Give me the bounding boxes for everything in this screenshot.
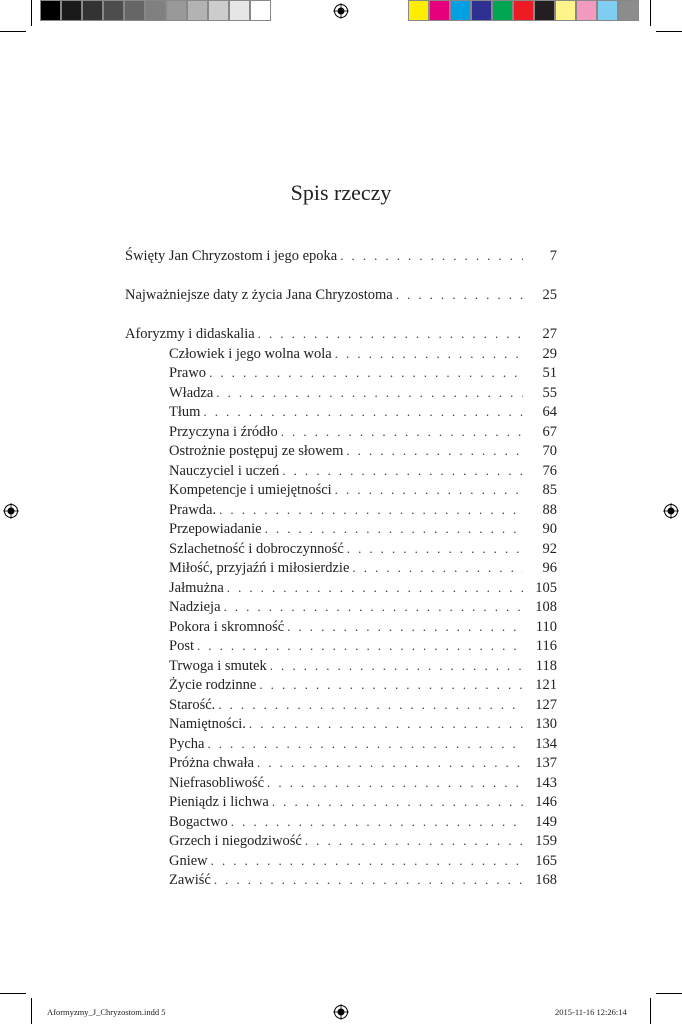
toc-entry-page-number: 105	[535, 579, 557, 596]
toc-entry-title: Szlachetność i dobroczynność	[169, 540, 344, 557]
dot-leader	[287, 617, 523, 637]
toc-entry-title: Przepowiadanie	[169, 521, 262, 537]
dot-leader	[396, 285, 523, 305]
toc-entry	[125, 480, 557, 500]
dot-leader	[216, 383, 523, 403]
toc-entry-page-number: 29	[542, 345, 557, 362]
dot-leader	[211, 851, 523, 871]
toc-entry-page-number: 90	[542, 521, 557, 537]
toc-entry	[125, 578, 557, 598]
toc-entry-title: Grzech i niegodziwość	[169, 833, 302, 849]
toc-entry-page-number: 149	[535, 813, 557, 830]
dot-leader	[346, 441, 523, 461]
toc-entry-page-number: 159	[535, 833, 557, 849]
toc-entry	[125, 363, 557, 383]
dot-leader	[227, 578, 523, 598]
color-swatch	[145, 0, 166, 21]
toc-entry	[125, 617, 557, 637]
toc-entry-page-number: 130	[535, 716, 557, 732]
crop-mark	[650, 998, 651, 1024]
toc-entry	[125, 597, 557, 617]
toc-entry-title: Post	[169, 638, 194, 654]
dot-leader	[340, 246, 523, 266]
color-swatch	[429, 0, 450, 21]
toc-entry-title: Tłum	[169, 404, 201, 420]
toc-entry-title: Nadzieja	[169, 599, 221, 615]
toc-entry-page-number: 51	[542, 365, 557, 381]
toc-entry-title: Ostrożnie postępuj ze słowem	[169, 443, 344, 459]
toc-entry-page-number: 92	[542, 540, 557, 557]
toc-entry	[125, 558, 557, 578]
toc-entry-title: Zawiść	[169, 872, 211, 888]
toc-entry-page-number: 137	[535, 755, 557, 771]
toc-entry	[125, 851, 557, 871]
dot-leader	[347, 539, 523, 559]
toc-entry-page-number: 96	[542, 560, 557, 576]
dot-leader	[231, 812, 523, 832]
color-swatch	[103, 0, 124, 21]
toc-entry	[125, 753, 557, 773]
dot-leader	[249, 714, 523, 734]
toc-entry-page-number: 25	[542, 287, 557, 303]
dot-leader	[257, 753, 523, 773]
crop-mark	[0, 993, 26, 994]
dot-leader	[270, 656, 523, 676]
toc-entry	[125, 422, 557, 442]
toc-entry	[125, 519, 557, 539]
registration-mark-icon	[663, 503, 679, 519]
table-of-contents	[125, 246, 557, 890]
toc-entry-page-number: 116	[535, 638, 557, 654]
toc-entry	[125, 812, 557, 832]
toc-entry-title: Przyczyna i źródło	[169, 423, 278, 440]
toc-entry-page-number: 70	[542, 443, 557, 459]
footer-file-name: Aformyzmy_J_Chryzostom.indd 5	[47, 1007, 166, 1017]
color-swatch	[555, 0, 576, 21]
color-swatch	[187, 0, 208, 21]
color-swatch	[229, 0, 250, 21]
grayscale-color-bar	[40, 0, 271, 22]
registration-mark-icon	[333, 3, 349, 19]
dot-leader	[335, 480, 523, 500]
dot-leader	[209, 363, 523, 383]
color-swatch	[534, 0, 555, 21]
dot-leader	[203, 402, 523, 422]
color-swatch	[124, 0, 145, 21]
toc-entry	[125, 441, 557, 461]
toc-entry	[125, 714, 557, 734]
color-swatch	[408, 0, 429, 21]
page-title: Spis rzeczy	[290, 180, 392, 205]
color-swatch	[250, 0, 271, 21]
toc-entry-title: Prawo	[169, 365, 207, 381]
dot-leader	[218, 695, 523, 715]
color-swatch	[597, 0, 618, 21]
toc-entry-page-number: 127	[535, 696, 557, 713]
toc-entry	[125, 402, 557, 422]
toc-entry-title: Pieniądz i lichwa	[169, 794, 269, 810]
toc-entry	[125, 695, 557, 715]
toc-entry-page-number: 27	[542, 326, 557, 342]
registration-mark-icon	[3, 503, 19, 519]
toc-entry	[125, 383, 557, 403]
toc-entry-title: Prawda.	[169, 501, 217, 518]
toc-entry-page-number: 88	[542, 501, 557, 518]
toc-entry	[125, 461, 557, 481]
crop-mark	[650, 0, 651, 26]
toc-entry	[125, 734, 557, 754]
toc-entry-title: Jałmużna	[169, 579, 224, 596]
toc-entry-page-number: 118	[535, 657, 557, 674]
color-swatch	[61, 0, 82, 21]
toc-entry	[125, 656, 557, 676]
toc-entry-title: Trwoga i smutek	[169, 657, 267, 674]
color-swatch	[618, 0, 639, 21]
color-swatch	[450, 0, 471, 21]
toc-entry-title: Namiętności.	[169, 716, 246, 732]
color-swatch	[208, 0, 229, 21]
toc-entry	[125, 870, 557, 890]
dot-leader	[214, 870, 523, 890]
color-swatch	[40, 0, 61, 21]
dot-leader	[267, 773, 523, 793]
crop-mark	[0, 31, 26, 32]
color-swatch	[576, 0, 597, 21]
dot-leader	[207, 734, 523, 754]
toc-entry-page-number: 134	[535, 735, 557, 752]
toc-entry-page-number: 121	[535, 677, 557, 693]
color-swatch	[166, 0, 187, 21]
toc-entry-title: Próżna chwała	[169, 755, 254, 771]
dot-leader	[305, 831, 523, 851]
toc-entry-title: Człowiek i jego wolna wola	[169, 345, 332, 362]
toc-entry	[125, 539, 557, 559]
toc-entry-title: Życie rodzinne	[169, 677, 257, 693]
toc-entry-title: Miłość, przyjaźń i miłosierdzie	[169, 560, 350, 576]
dot-leader	[282, 461, 523, 481]
toc-entry	[125, 344, 557, 364]
toc-entry-title: Pokora i skromność	[169, 618, 285, 635]
dot-leader	[224, 597, 523, 617]
toc-entry-page-number: 55	[542, 384, 557, 401]
toc-entry-title: Aforyzmy i didaskalia	[125, 326, 255, 342]
toc-entry-page-number: 64	[542, 404, 557, 420]
toc-entry-page-number: 143	[535, 774, 557, 791]
toc-entry-page-number: 76	[542, 462, 557, 479]
toc-entry	[125, 773, 557, 793]
toc-entry-title: Pycha	[169, 735, 205, 752]
toc-entry-page-number: 7	[549, 248, 557, 264]
toc-entry-title: Gniew	[169, 852, 208, 869]
toc-entry-page-number: 168	[535, 872, 557, 888]
toc-entry-title: Nauczyciel i uczeń	[169, 462, 280, 479]
toc-entry-title: Najważniejsze daty z życia Jana Chryzostoma	[125, 287, 393, 303]
footer-timestamp: 2015-11-16 12:26:14	[555, 1007, 627, 1017]
toc-entry-page-number: 85	[542, 482, 557, 498]
color-swatch	[471, 0, 492, 21]
toc-entry-page-number: 67	[542, 423, 557, 440]
dot-leader	[265, 519, 523, 539]
dot-leader	[335, 344, 523, 364]
toc-entry-title: Bogactwo	[169, 813, 228, 830]
toc-entry-title: Niefrasobliwość	[169, 774, 265, 791]
dot-leader	[197, 636, 523, 656]
dot-leader	[259, 675, 523, 695]
toc-entry	[125, 636, 557, 656]
toc-entry	[125, 500, 557, 520]
toc-entry	[125, 285, 557, 305]
toc-entry-title: Starość.	[169, 696, 216, 713]
dot-leader	[281, 422, 523, 442]
toc-entry-title: Władza	[169, 384, 214, 401]
dot-leader	[352, 558, 523, 578]
crop-mark	[31, 998, 32, 1024]
dot-leader	[258, 324, 523, 344]
process-color-bar	[408, 0, 639, 22]
crop-mark	[656, 993, 682, 994]
toc-entry-page-number: 165	[535, 852, 557, 869]
toc-entry	[125, 324, 557, 344]
crop-mark	[656, 31, 682, 32]
toc-entry-page-number: 110	[535, 618, 557, 635]
dot-leader	[219, 500, 523, 520]
toc-entry	[125, 675, 557, 695]
color-swatch	[492, 0, 513, 21]
toc-entry	[125, 246, 557, 266]
toc-entry-title: Święty Jan Chryzostom i jego epoka	[125, 248, 338, 264]
toc-entry-page-number: 146	[535, 794, 557, 810]
color-swatch	[82, 0, 103, 21]
toc-entry	[125, 831, 557, 851]
registration-mark-icon	[333, 1004, 349, 1020]
dot-leader	[272, 792, 523, 812]
toc-entry-title: Kompetencje i umiejętności	[169, 482, 332, 498]
crop-mark	[31, 0, 32, 26]
toc-entry	[125, 792, 557, 812]
toc-entry-page-number: 108	[535, 599, 557, 615]
color-swatch	[513, 0, 534, 21]
